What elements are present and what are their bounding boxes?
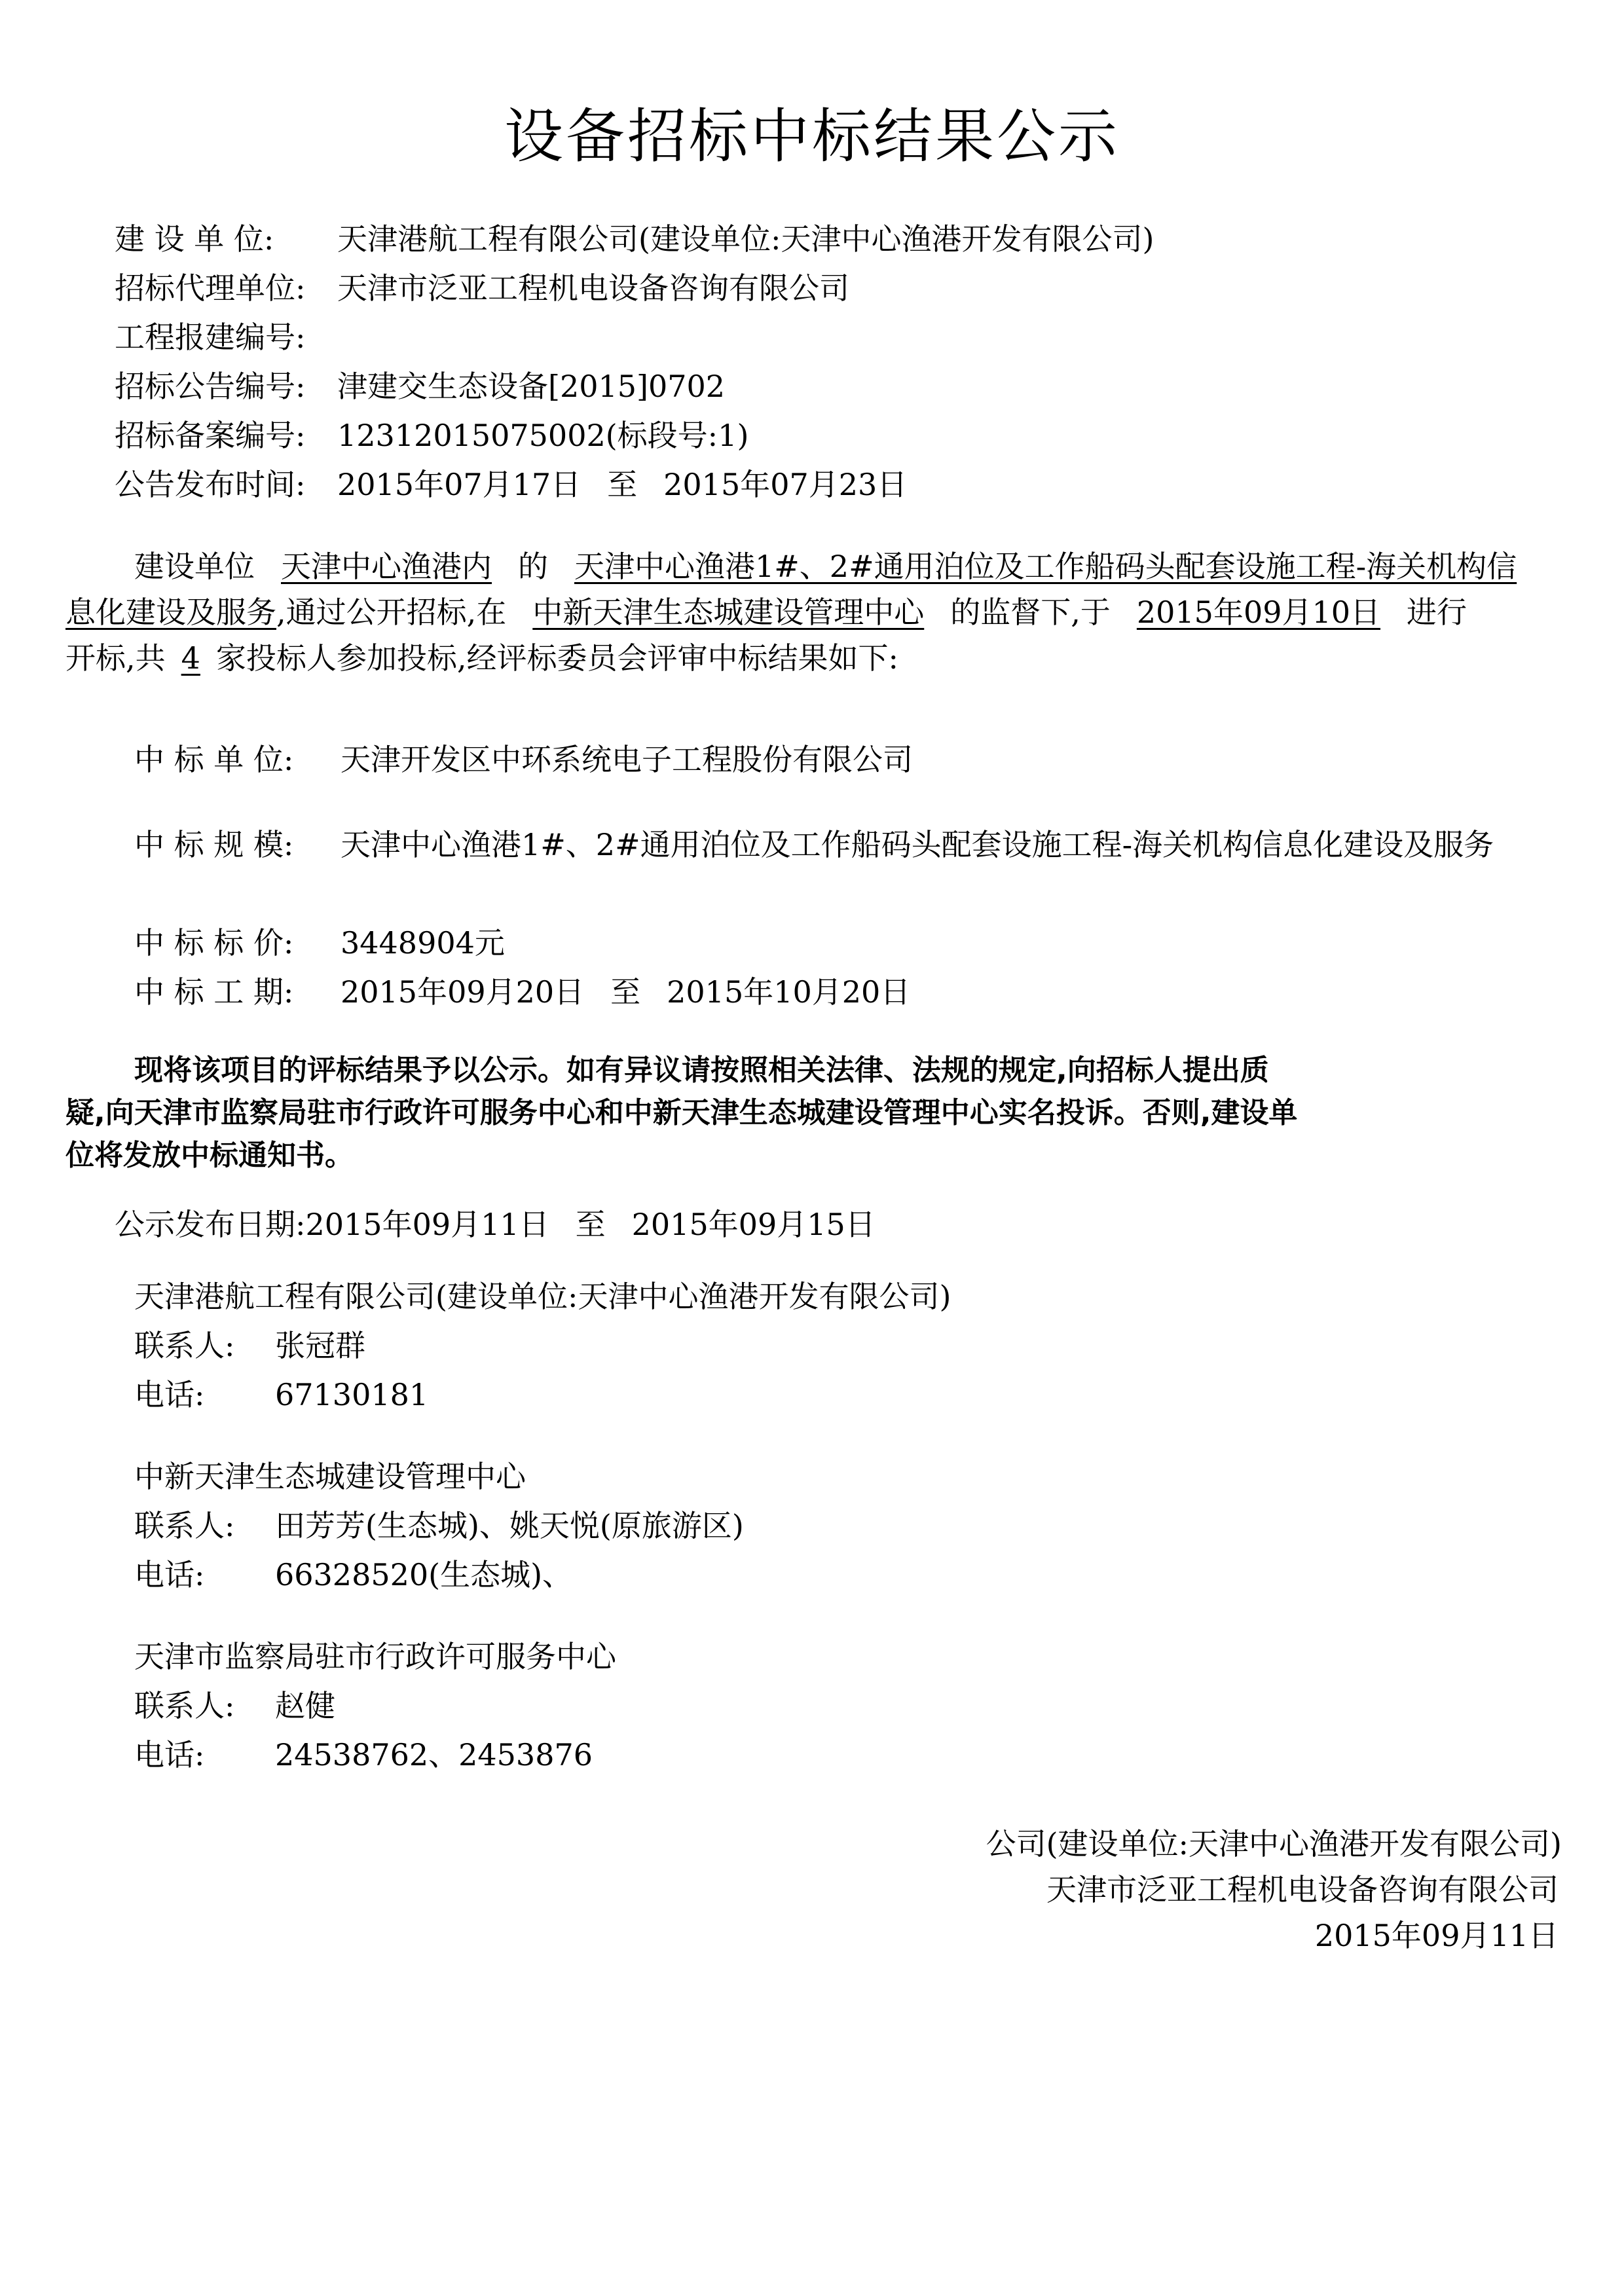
record-no-row [115, 416, 748, 455]
body-mid: ,通过公开招标,在 [276, 595, 507, 630]
body-unit: 天津中心渔港内 [281, 549, 492, 584]
contact-org-2: 中新天津生态城建设管理中心 [134, 1459, 526, 1494]
construction-unit-value: 天津港航工程有限公司(建设单位:天津中心渔港开发有限公司) [337, 221, 1154, 257]
project-no-row [115, 318, 337, 357]
publish-time-label: 公告发布时间: [115, 467, 306, 502]
period-label: 中 标 工 期: [134, 974, 294, 1010]
publicity-from: 2015年09月11日 [305, 1207, 549, 1242]
publish-time-to-word: 至 [607, 467, 638, 502]
record-no-value: 12312015075002(标段号:1) [337, 418, 749, 453]
publicity-row [115, 1205, 876, 1244]
contact-phone-2: 66328520(生态城)、 [275, 1557, 573, 1592]
publish-time-from: 2015年07月17日 [337, 467, 581, 502]
contact-org-1: 天津港航工程有限公司(建设单位:天津中心渔港开发有限公司) [134, 1279, 951, 1314]
contact-person-3: 赵健 [275, 1688, 335, 1723]
contact-phone-row-3 [134, 1735, 593, 1774]
agent-value: 天津市泛亚工程机电设备咨询有限公司 [337, 270, 849, 306]
body-prefix: 建设单位 [134, 549, 255, 584]
contact-phone-1: 67130181 [275, 1377, 429, 1412]
contact-person-row-3 [134, 1686, 335, 1725]
price-label: 中 标 标 价: [134, 925, 294, 961]
body-line3-b: 家投标人参加投标,经评标委员会评审中标结果如下: [215, 640, 899, 676]
project-no-label: 工程报建编号: [115, 320, 306, 355]
body-project-b: 息化建设及服务 [65, 595, 276, 630]
publish-time-row [115, 465, 907, 504]
body-line-1 [134, 547, 1517, 586]
notice-line-2: 疑,向天津市监察局驻市行政许可服务中心和中新天津生态城建设管理中心实名投诉。否则,建设单 [65, 1096, 1298, 1129]
publish-time-to: 2015年07月23日 [663, 467, 908, 502]
body-end: 进行 [1407, 595, 1467, 630]
price-row [134, 923, 505, 963]
contact-org-3: 天津市监察局驻市行政许可服务中心 [134, 1639, 616, 1674]
scale-row [134, 825, 1494, 864]
period-from: 2015年09月20日 [341, 974, 585, 1010]
period-to: 2015年10月20日 [667, 974, 911, 1010]
agent-label: 招标代理单位: [115, 270, 306, 306]
contact-phone-row-2 [134, 1555, 572, 1594]
contact-phone-3: 24538762、2453876 [275, 1737, 593, 1772]
body-date: 2015年09月10日 [1136, 595, 1381, 630]
notice-line-1: 现将该项目的评标结果予以公示。如有异议请按照相关法律、法规的规定,向招标人提出质 [134, 1054, 1269, 1087]
scale-label: 中 标 规 模: [134, 827, 294, 862]
construction-unit-row [115, 219, 1154, 259]
publicity-label: 公示发布日期: [115, 1207, 306, 1242]
scale-value: 天津中心渔港1#、2#通用泊位及工作船码头配套设施工程-海关机构信息化建设及服务 [341, 827, 1494, 862]
record-no-label: 招标备案编号: [115, 418, 306, 453]
body-of: 的 [518, 549, 548, 584]
period-to-word: 至 [610, 974, 641, 1010]
body-project-a: 天津中心渔港1#、2#通用泊位及工作船码头配套设施工程-海关机构信 [574, 549, 1517, 584]
contact-phone-row-1 [134, 1375, 428, 1414]
publicity-to-word: 至 [575, 1207, 606, 1242]
contact-person-row-2 [134, 1506, 744, 1545]
body-line-2 [65, 593, 1467, 632]
publicity-to: 2015年09月15日 [631, 1207, 876, 1242]
body-mid2: 的监督下,于 [950, 595, 1111, 630]
construction-unit-label: 建 设 单 位: [115, 221, 274, 257]
body-line3-a: 开标,共 [65, 640, 166, 676]
contact-person-label-2: 联系人: [134, 1508, 235, 1543]
contact-person-label-3: 联系人: [134, 1688, 235, 1723]
contact-phone-label-3: 电话: [134, 1737, 205, 1772]
period-row [134, 972, 910, 1012]
body-supervisor: 中新天津生态城建设管理中心 [532, 595, 925, 630]
winner-label: 中 标 单 位: [134, 742, 294, 777]
signature-line-2: 天津市泛亚工程机电设备咨询有限公司 [1046, 1872, 1559, 1907]
winner-row [134, 740, 913, 779]
agent-row [115, 268, 849, 308]
contact-person-row-1 [134, 1326, 365, 1365]
body-line-3 [65, 638, 898, 678]
contact-phone-label-1: 电话: [134, 1377, 205, 1412]
contact-person-1: 张冠群 [275, 1328, 365, 1363]
body-count: 4 [181, 640, 200, 676]
price-value: 3448904元 [341, 925, 505, 961]
notice-line-3: 位将发放中标通知书。 [65, 1139, 354, 1172]
contact-person-label-1: 联系人: [134, 1328, 235, 1363]
contact-person-2: 田芳芳(生态城)、姚天悦(原旅游区) [275, 1508, 744, 1543]
notice-no-row [115, 367, 725, 406]
notice-no-label: 招标公告编号: [115, 369, 306, 404]
signature-date: 2015年09月11日 [1314, 1918, 1559, 1953]
winner-value: 天津开发区中环系统电子工程股份有限公司 [341, 742, 913, 777]
contact-phone-label-2: 电话: [134, 1557, 205, 1592]
page-title: 设备招标中标结果公示 [504, 102, 1120, 171]
signature-line-1: 公司(建设单位:天津中心渔港开发有限公司) [986, 1826, 1562, 1862]
notice-no-value: 津建交生态设备[2015]0702 [337, 369, 726, 404]
